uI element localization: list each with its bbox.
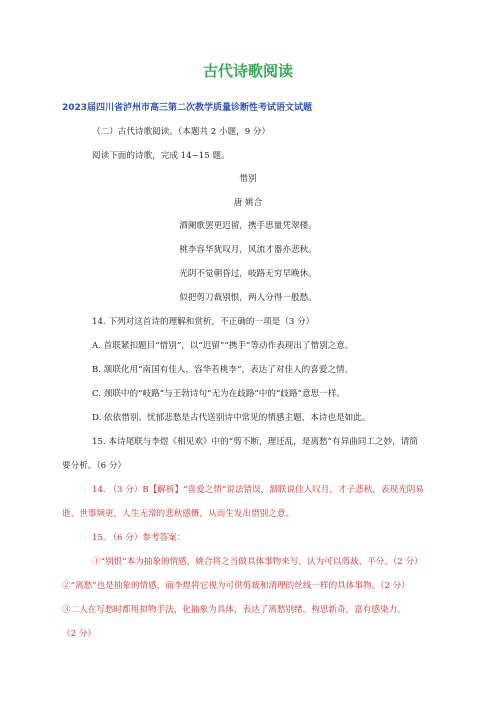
exam-source: 2023届四川省泸州市高三第二次教学质量诊断性考试语文试题 — [62, 103, 313, 113]
poem-line: 酒阑歌罢更迟留，携手思量凭翠楼。 — [179, 221, 317, 231]
poem-title: 惜别 — [239, 174, 257, 184]
question-14-option-c: C. 颈联中的“岐路”与王勃诗句“无为在歧路”中的“歧路”意思一样。 — [92, 389, 345, 399]
answer-15-point-3: ③二人在写愁时都用拟物手法，化抽象为具体，表达了离愁别绪，构思新奇，富有感染力。 — [62, 605, 406, 615]
answer-15-point-3-score: （2 分） — [62, 629, 96, 639]
section-heading: （二）古代诗歌阅读。（本题共 2 小题，9 分） — [92, 127, 271, 137]
question-15-stem-cont: 要分析。（6 分） — [62, 461, 127, 471]
question-14-option-d: D. 依依惜别、忧郁悲愁是古代送别诗中常见的情感主题，本诗也是如此。 — [92, 413, 371, 423]
page-title: 古代诗歌阅读 — [202, 62, 293, 80]
answer-14-cont: 逝、世事频更，人生无常的悲秋感慨，从而生发出惜别之意。 — [62, 509, 295, 519]
answer-14: 14. （3 分）B【解析】“喜爱之情”说法错误，颔联说佳人叹月，才子悲秋，表现光阴易 — [92, 485, 424, 495]
reading-instruction: 阅读下面的诗歌，完成 14~15 题。 — [92, 151, 230, 161]
question-14-stem: 14. 下列对这首诗的理解和赏析，不正确的一项是（3 分） — [92, 317, 315, 327]
poem-line: 光阴不觉朝昏过，岐路无穷早晚休。 — [179, 269, 317, 279]
answer-15-point-2: ②“离愁”也是抽象的情感，而李煜将它视为可供剪裁和清理的丝线一样的具体事物。（2 分） — [62, 581, 410, 591]
question-15-stem: 15. 本诗尾联与李煜《相见欢》中的“剪不断，理还乱，是离愁”有异曲同工之妙，请简 — [92, 437, 418, 447]
answer-15-point-1: ①“别恨”本为抽象的情感，姚合将之当做具体事物来写，认为可以剪裁、平分。（2 分） — [92, 557, 423, 567]
question-14-option-b: B. 颔联化用“南国有佳人，容华若桃李”，表达了对佳人的喜爱之情。 — [92, 365, 354, 375]
answer-15-heading: 15. （6 分）参考答案： — [92, 533, 186, 543]
question-14-option-a: A. 首联紧扣题目“惜别”，以“迟留”“携手”等动作表现出了惜别之意。 — [92, 341, 354, 351]
poem-author: 唐 姚合 — [233, 198, 263, 208]
poem-line: 似把剪刀裁别恨，两人分得一般愁。 — [179, 293, 317, 303]
poem-line: 桃李容华犹叹月，风流才器亦悲秋。 — [179, 245, 317, 255]
